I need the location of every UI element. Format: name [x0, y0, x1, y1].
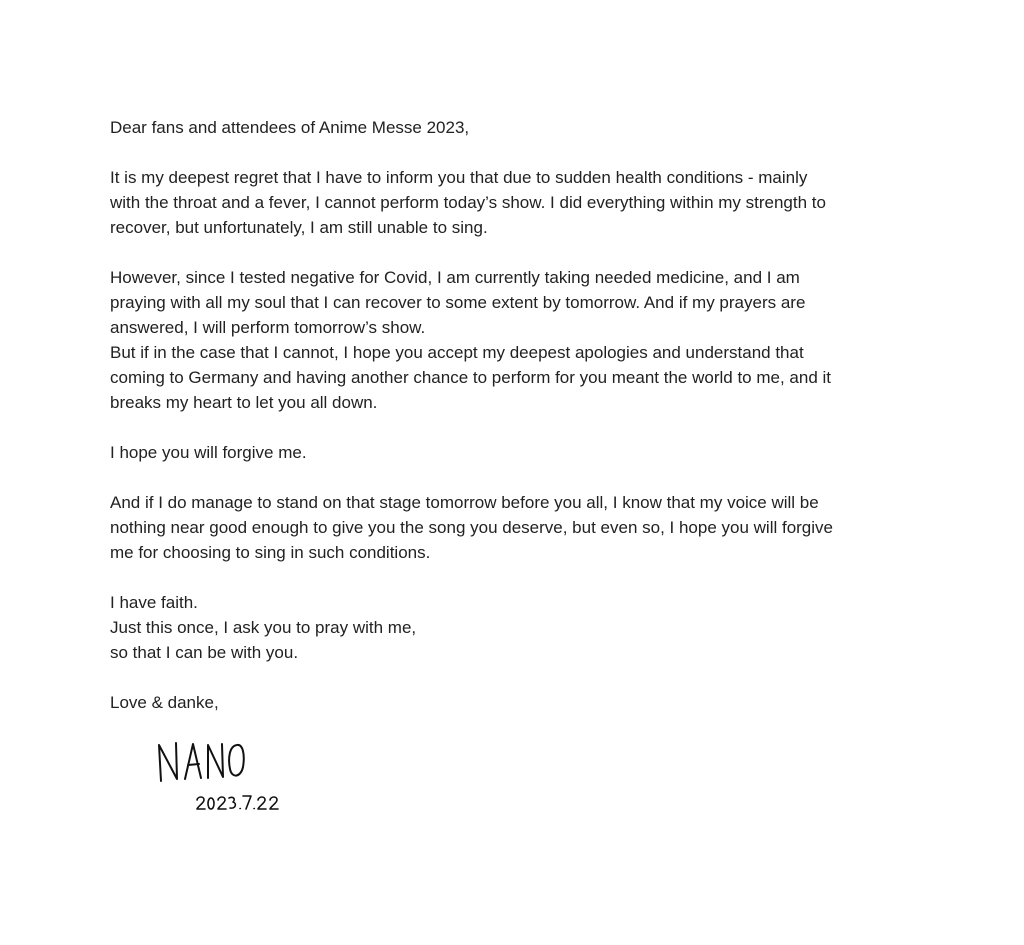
paragraph-line: so that I can be with you. [110, 643, 299, 662]
paragraph-line: praying with all my soul that I can recover to some extent by tomorrow. And if my prayers are [110, 293, 806, 312]
paragraph-line: But if in the case that I cannot, I hope you accept my deepest apologies and understand that [110, 343, 804, 362]
paragraph-line: Just this once, I ask you to pray with me, [110, 618, 417, 637]
paragraph-line: coming to Germany and having another chance to perform for you meant the world to me, and it [110, 368, 831, 387]
paragraph-line: I have faith. [110, 593, 198, 612]
paragraph-line: me for choosing to sing in such conditions. [110, 543, 431, 562]
closing [110, 690, 930, 715]
paragraph-forgive [110, 440, 930, 465]
paragraph-faith [110, 590, 930, 665]
paragraph-health [110, 165, 930, 240]
handwritten-signature [155, 737, 250, 785]
closing-text: Love & danke, [110, 693, 219, 712]
paragraph-line: answered, I will perform tomorrow’s show. [110, 318, 426, 337]
paragraph-line: nothing near good enough to give you the song you deserve, but even so, I hope you will forgive [110, 518, 833, 537]
salutation [110, 115, 930, 140]
paragraph-line: I hope you will forgive me. [110, 443, 307, 462]
paragraph-stage [110, 490, 930, 565]
salutation-text: Dear fans and attendees of Anime Messe 2023, [110, 118, 470, 137]
letter-body [110, 115, 930, 740]
paragraph-line: It is my deepest regret that I have to inform you that due to sudden health conditions - mainly [110, 168, 808, 187]
paragraph-covid [110, 265, 930, 415]
paragraph-line: However, since I tested negative for Covid, I am currently taking needed medicine, and I am [110, 268, 800, 287]
paragraph-line: And if I do manage to stand on that stage tomorrow before you all, I know that my voice will be [110, 493, 819, 512]
paragraph-line: recover, but unfortunately, I am still unable to sing. [110, 218, 488, 237]
handwritten-date [195, 792, 285, 812]
paragraph-line: with the throat and a fever, I cannot perform today’s show. I did everything within my strength to [110, 193, 826, 212]
paragraph-line: breaks my heart to let you all down. [110, 393, 378, 412]
